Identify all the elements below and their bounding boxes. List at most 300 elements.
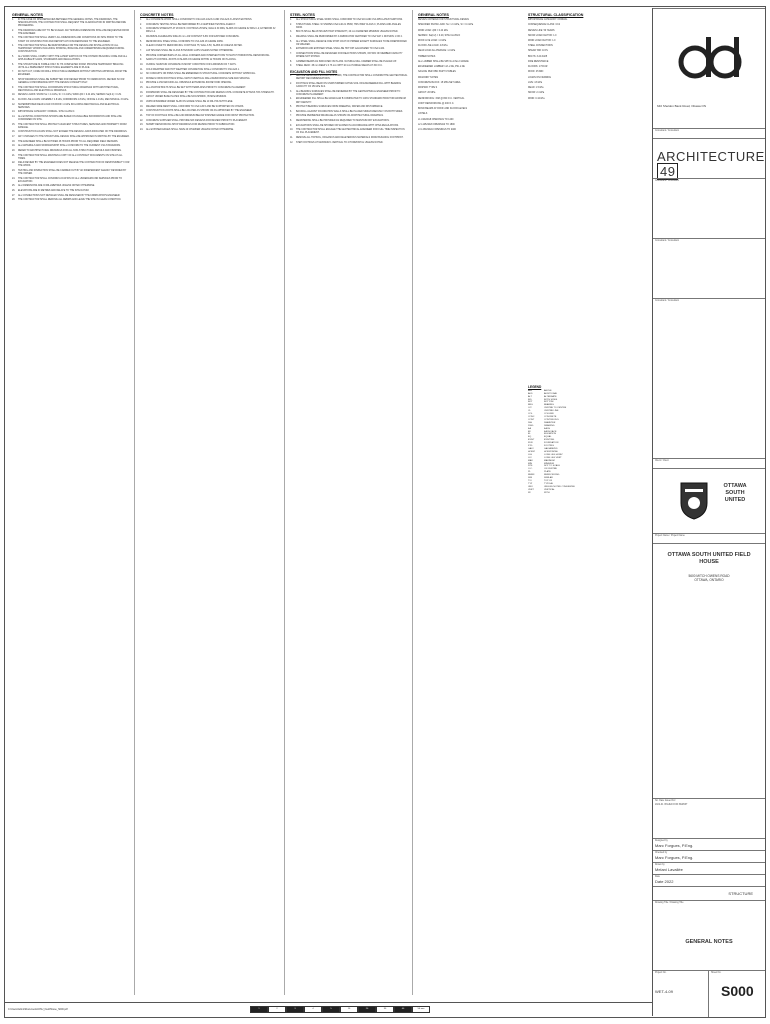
note-number: 23. — [12, 169, 16, 172]
legend-meaning: GALVANIZED — [544, 447, 558, 450]
note-item — [12, 79, 130, 85]
legend-abbreviation: PL — [528, 471, 531, 474]
note-text: THE CONTRACTOR SHALL VERIFY ALL DIMENSIONS AND CONDITIONS ON SITE PRIOR TO THE START OF CONSTRUCTION AND REPORT ANY DISCREPANCIES TO THE ENGINEER. — [18, 37, 123, 43]
legend-meaning: REINFORCING — [544, 474, 560, 477]
legend-abbreviation: CONC — [528, 416, 535, 418]
checked-by: Marc Forgues, P.Eng. — [655, 855, 694, 860]
note-number: 25. — [12, 185, 16, 188]
legend-abbreviation: ABV — [528, 389, 533, 392]
criteria-line: L2 L125x90x8 OPENINGS TO 1800 — [418, 123, 455, 126]
note-text: DESIGN LOADS: SNOW Ss = 2.4 kPa, Sr = 0.4 kPa; WIND q50 = 0.44 kPa; SEISMIC Sa(0.2) = 0.29. — [18, 94, 122, 97]
note-number: 16. — [12, 131, 16, 134]
revision-row: 2022-01 ISSUED FOR PERMIT — [655, 804, 688, 806]
note-number: 19. — [140, 105, 144, 108]
note-number: 6. — [12, 63, 14, 66]
note-item — [290, 24, 408, 30]
legend-abbreviation: EQ — [528, 436, 532, 439]
general-criteria-column — [418, 14, 518, 134]
note-text: IMPORTANCE CATEGORY: NORMAL. SITE CLASS D. — [18, 111, 75, 114]
criteria-line: LIVE: 4.8 kPa — [528, 81, 543, 84]
note-text: FLOOR LIVE LOADS: ASSEMBLY 4.8 kPa; CORRIDORS 4.8 kPa; OFFICE 2.4 kPa; MECHANICAL 3.6 kPa. — [18, 98, 129, 101]
note-item — [12, 141, 130, 144]
legend-meaning: ABOVE — [544, 389, 552, 392]
legend-meaning: WITH — [544, 491, 550, 494]
note-number: 12. — [140, 73, 144, 76]
note-text: ALL CONNECTIONS NOT DETAILED SHALL BE DESIGNED BY THE FABRICATOR'S ENGINEER. — [18, 194, 121, 197]
note-text: EXTERIOR AND EXPOSED STEEL SHALL BE HOT DIP GALVANIZED TO CSA G164. — [296, 48, 385, 51]
note-text: ALL BEARING SURFACES SHALL BE REVIEWED BY THE GEOTECHNICAL ENGINEER PRIOR TO CONCRETE PLACEMENT. — [296, 90, 401, 96]
note-item — [12, 99, 130, 102]
note-text: THE CONTRACTOR SHALL COORDINATE STRUCTURAL DRAWINGS WITH ARCHITECTURAL, MECHANICAL AND ELECTRICAL DRAWINGS. — [18, 86, 120, 92]
note-text: STRUCTURAL STEEL: W SHAPES CSA G40.21 350W; HSS 350W CLASS C; PLATES AND ANGLES 300W. — [296, 23, 401, 29]
note-text: VAPOUR BARRIER UNDER SLAB ON GRADE SHALL BE 10 MIL POLYETHYLENE. — [146, 100, 234, 103]
note-number: 7. — [140, 49, 142, 52]
note-text: SHOP DRAWINGS SHALL BE SUBMITTED FOR REVIEW PRIOR TO FABRICATION. REVIEW IS FOR GENERAL CONFORMANCE WITH THE DESIGN CONCEPT ONLY. — [18, 78, 125, 84]
note-item — [140, 82, 280, 85]
note-item — [12, 185, 130, 188]
consultant-label: Consultant / Consultant — [655, 300, 679, 302]
note-text: PROVIDE 2-15M AROUND ALL OPENINGS EXTENDING 600 BEYOND OPENING. — [146, 82, 232, 85]
note-item — [12, 45, 130, 54]
legend-meaning: LONG LEG HORIZ — [544, 453, 563, 456]
general-notes-heading: GENERAL NOTES — [12, 13, 43, 17]
note-item — [12, 170, 130, 176]
legend-abbreviation: LLV — [528, 456, 532, 459]
note-number: 21. — [140, 114, 144, 117]
project-label: Project Name / Project Name — [655, 535, 685, 537]
consultant-label: Consultant / Consultant — [655, 180, 679, 182]
note-text: THE CONTRACTOR SHALL ENGAGE THE GEOTECHNICAL ENGINEER FOR FULL TIME INSPECTION OF FILL PLACEMENT. — [296, 129, 405, 135]
note-item — [290, 125, 408, 128]
note-item — [140, 55, 280, 58]
discipline: STRUCTURE — [728, 891, 753, 896]
legend-abbreviation: DIA — [528, 421, 532, 424]
consultant-label: Consultant / Consultant — [655, 130, 679, 132]
note-item — [140, 69, 280, 72]
criteria-line: ALL LUMBER SHALL BE SPF No.1/No.2 GRADE — [418, 60, 469, 63]
note-text: ALL EXISTING CONDITIONS SHOWN ARE BASED ON AVAILABLE INFORMATION AND SHALL BE CONFIRMED ON SITE. — [18, 115, 122, 121]
note-number: 16. — [140, 91, 144, 94]
note-item — [290, 106, 408, 109]
note-text: REFER TO ARCHITECTURAL DRAWINGS FOR ALL NON-STRUCTURAL DETAILS AND FINISHES. — [18, 149, 122, 152]
note-number: 17. — [12, 135, 16, 138]
legend-abbreviation: MAX — [528, 459, 533, 462]
criteria-line: SNOW: 2.4 kPa — [528, 92, 545, 95]
legend-meaning: TOP OF — [544, 479, 553, 482]
legend-abbreviation: SIM — [528, 477, 532, 480]
note-item — [140, 59, 280, 62]
note-number: 10. — [12, 94, 16, 97]
legend-abbreviation: TYP — [528, 482, 533, 485]
note-number: 12. — [12, 103, 16, 106]
legend-meaning: TYPICAL — [544, 482, 554, 485]
note-text: PROVIDE PERIMETER DRAINAGE AS SHOWN ON ARCHITECTURAL DRAWINGS. — [296, 115, 384, 118]
note-number: 7. — [290, 115, 292, 118]
note-item — [140, 73, 280, 76]
scale-segment: 5 — [322, 1006, 340, 1013]
criteria-line: BOND BEAMS AT ROOF AND FLOOR LEVELS — [418, 108, 468, 111]
note-item — [140, 120, 280, 123]
note-item — [12, 64, 130, 70]
note-number: 11. — [140, 68, 144, 71]
note-item — [140, 101, 280, 104]
legend-meaning: EXISTING — [544, 439, 555, 442]
discipline-row — [653, 886, 765, 901]
note-item — [140, 24, 280, 27]
note-number: 4. — [140, 36, 142, 39]
date-value: Date 2022 — [655, 879, 674, 884]
note-item — [12, 178, 130, 184]
note-number: 4. — [290, 98, 292, 101]
note-text: DEWATERING SHALL BE PROVIDED AS REQUIRED TO MAINTAIN DRY EXCAVATIONS. — [296, 120, 390, 123]
note-text: FIELD REVIEW BY THE ENGINEER DOES NOT RELIEVE THE CONTRACTOR OF RESPONSIBILITY FOR THE WORK. — [18, 162, 130, 168]
checked-label: Checked by — [655, 852, 668, 854]
title-block — [652, 8, 765, 1016]
date-label: Date — [655, 876, 660, 878]
note-item — [290, 120, 408, 123]
note-text: CONSTRUCTION LOADS SHALL NOT EXCEED THE DESIGN LOADS INDICATED ON THE DRAWINGS. — [18, 131, 128, 134]
criteria-line: FIRE RESISTANCE — [528, 60, 549, 63]
drawn-by: Melani Lavallée — [655, 867, 683, 872]
note-item — [140, 64, 280, 67]
project-number-label: Project No. — [655, 972, 667, 974]
note-item — [140, 115, 280, 118]
note-number: 10. — [140, 63, 144, 66]
note-number: 22. — [140, 119, 144, 122]
note-number: 10. — [290, 129, 294, 132]
criteria-line: SEISMIC: Sa(0.2) = 0.29, SITE CLASS D — [418, 34, 461, 37]
legend-abbreviation: FTG — [528, 445, 533, 448]
column-divider — [412, 10, 413, 995]
legend-meaning: EQUAL — [544, 436, 552, 439]
note-text: THE CONTRACTOR SHALL PROTECT ADJACENT STRUCTURES, SERVICES AND PROPERTY FROM DAMAGE. — [18, 123, 127, 129]
legend-abbreviation: O.C. — [528, 468, 533, 471]
legend-abbreviation: NTS — [528, 465, 533, 468]
consultant-label-row-2 — [653, 178, 765, 189]
legend-abbreviation: CL — [528, 410, 531, 413]
legend-abbreviation: BRG — [528, 404, 533, 407]
criteria-line: WIND LOAD FACTOR: 1.0 — [528, 39, 556, 42]
legend-meaning: DRAWING — [544, 424, 555, 427]
legend-abbreviation: GALV — [528, 447, 534, 450]
note-item — [12, 71, 130, 77]
legend-meaning: ALTERNATE — [544, 395, 557, 398]
legend-meaning: MAXIMUM — [544, 459, 555, 462]
legend-abbreviation: FDN — [528, 442, 533, 445]
note-number: 5. — [12, 55, 14, 58]
note-item — [12, 155, 130, 161]
note-text: ALL CONCRETE WORK SHALL CONFORM TO CSA A23.1/A23.2 AND CSA A23.3 LATEST EDITIONS. — [146, 19, 253, 22]
legend-abbreviation: COL — [528, 413, 533, 416]
note-item — [12, 19, 130, 28]
note-number: 1. — [12, 19, 14, 22]
note-text: THE CONTRACTOR SHALL BE RESPONSIBLE FOR THE DESIGN AND INSTALLATION OF ALL TEMPORARY WORKS INCLUDING SHORING, BRACING AND UNDERPINNING REQUIRED DURING CONSTRUCTION. — [18, 45, 125, 54]
note-number: 2. — [290, 23, 292, 26]
note-number: 18. — [12, 140, 16, 143]
note-text: BACKFILL AGAINST FOUNDATION WALLS SHALL BE PLACED SIMULTANEOUSLY ON BOTH SIDES. — [296, 110, 403, 113]
legend-abbreviation: ADD — [528, 392, 533, 395]
note-item — [290, 115, 408, 118]
note-number: 20. — [12, 149, 16, 152]
club-crest-icon — [679, 481, 709, 521]
note-item — [140, 78, 280, 81]
note-item — [140, 106, 280, 109]
qdi-logo-icon — [675, 27, 745, 97]
legend-meaning: CONTINUOUS — [544, 418, 559, 421]
legend-abbreviation: W/ — [528, 491, 531, 494]
scale-segment: 2 — [268, 1006, 286, 1013]
legend-meaning: ADDITIONAL — [544, 392, 558, 395]
criteria-line: CONSEQUENCE CLASS: CC2 — [528, 24, 561, 27]
note-text: COLD WEATHER AND HOT WEATHER CONCRETING SHALL CONFORM TO CSA A23.1. — [146, 68, 240, 71]
criteria-line: DEAD LOAD ALLOWANCE: 1.0 kPa — [418, 50, 456, 53]
note-text: GROUT UNDER BASE PLATES SHALL BE NON-SHRINK, 35 MPa MINIMUM. — [146, 96, 227, 99]
steel-notes-heading: STEEL NOTES — [290, 13, 315, 17]
note-text: BEFORE BEGINNING EXCAVATION WORK, THE CONTRACTOR SHALL CONFIRM THE GEOTECHNICAL REPORT RECOMMENDATIONS. — [296, 75, 408, 81]
note-text: PROTECT BEARING SURFACES FROM FREEZING, WATER AND DISTURBANCE. — [296, 106, 383, 109]
note-item — [12, 195, 130, 198]
note-text: ALL MATERIALS AND WORKMANSHIP SHALL CONFORM TO THE CURRENT CSA STANDARDS. — [18, 145, 121, 148]
criteria-line: ROOF LIVE LOAD: 1.0 kPa — [418, 39, 447, 42]
legend-meaning: CONCRETE — [544, 416, 557, 418]
note-text: THE ENGINEER SHALL BE NOTIFIED 48 HOURS PRIOR TO ALL REQUIRED FIELD REVIEWS. — [18, 140, 119, 143]
note-text: EXCAVATIONS SHALL BE SHORED OR SLOPED IN ACCORDANCE WITH OHSA REGULATIONS. — [296, 124, 399, 127]
note-text: FOOTINGS SHALL BEAR ON UNDISTURBED NATIVE SOIL OR ENGINEERED FILL WITH BEARING CAPACITY OF 150 kPa SLS. — [296, 83, 402, 89]
note-number: 28. — [12, 199, 16, 202]
legend-abbreviation: EXIST — [528, 439, 535, 442]
note-number: 3. — [12, 37, 14, 40]
legend-item — [528, 492, 646, 495]
note-text: BOLTS SHALL BE ASTM A325 HIGH STRENGTH, 20 mm DIAMETER MINIMUM UNLESS NOTED. — [296, 31, 399, 34]
note-item — [12, 94, 130, 97]
note-item — [12, 162, 130, 168]
note-text: SUBMIT REINFORCING SHOP DRAWINGS FOR REVIEW PRIOR TO FABRICATION. — [146, 124, 235, 127]
note-text: FORMWORK SHALL BE DESIGNED BY THE CONTRACTOR AND REMAIN UNTIL CONCRETE ATTAINS 70% STRENGTH. — [146, 91, 275, 94]
note-text: CONNECTIONS SHALL BE DESIGNED FOR REACTIONS SHOWN, OR 50% OF MEMBER CAPACITY WHERE NOT SHOWN. — [296, 52, 403, 59]
sheet-number-label: Sheet No. — [711, 972, 722, 974]
note-item — [140, 19, 280, 22]
note-text: ALL WORK SHALL COMPLY WITH THE LATEST EDITION OF THE ONTARIO BUILDING CODE AND ALL APPLICABLE BYLAWS, STANDARDS AND REGULATIONS. — [18, 55, 128, 61]
note-number: 8. — [290, 60, 292, 63]
consultant-label-row-3 — [653, 238, 765, 249]
project-number-cell — [653, 971, 709, 1017]
scale-segment: 10 — [340, 1006, 358, 1013]
note-number: 27. — [12, 194, 16, 197]
note-number: 18. — [140, 100, 144, 103]
note-item — [290, 41, 408, 47]
legend-meaning: PLATE — [544, 471, 551, 474]
steel-notes-column — [290, 14, 408, 146]
criteria-line: LINTELS — [418, 113, 428, 116]
note-number: 4. — [12, 45, 14, 48]
legend-meaning: MINIMUM — [544, 462, 554, 465]
legend-abbreviation: EA — [528, 427, 531, 430]
criteria-line: NAILING PER OBC PART 9 TABLES — [418, 71, 456, 74]
note-item — [290, 36, 408, 39]
note-item — [290, 91, 408, 97]
note-item — [12, 111, 130, 114]
note-text: ALL EXPOSED EDGES SHALL HAVE 20 CHAMFER UNLESS NOTED OTHERWISE. — [146, 128, 234, 131]
criteria-line: ROOF: 45 MIN — [528, 71, 544, 74]
criteria-line: DESIGN LIFE: 50 YEARS — [528, 29, 555, 32]
note-text: CAMBER BEAMS AS INDICATED ON PLANS. NATURAL MILL CAMBER SHALL BE PLACED UP. — [296, 60, 397, 63]
consultant-label-row-4 — [653, 298, 765, 309]
classification-column — [528, 14, 646, 494]
designed-label: Designed by — [655, 840, 668, 842]
note-text: STEP FOOTINGS AT MAXIMUM 1 VERTICAL TO 2 HORIZONTAL UNLESS NOTED. — [296, 141, 384, 144]
note-item — [290, 61, 408, 64]
legend-abbreviation: LLH — [528, 453, 533, 456]
note-number: 21. — [12, 154, 16, 157]
legend-abbreviation: UNO — [528, 485, 533, 488]
legend-heading: LEGEND — [528, 384, 542, 389]
note-text: MAXIMUM AGGREGATE SIZE 20 mm. AIR CONTENT 5-8% FOR EXPOSED CONCRETE. — [146, 36, 240, 39]
note-item — [12, 87, 130, 93]
legend-meaning: BEARING — [544, 404, 554, 407]
legend-meaning: VERTICAL — [544, 488, 555, 491]
note-item — [290, 129, 408, 135]
note-item — [12, 199, 130, 202]
note-text: DO NOT CUT, CORE OR DRILL STRUCTURAL MEMBERS WITHOUT WRITTEN APPROVAL FROM THE ENGINEER. — [18, 71, 127, 77]
note-text: CONCRETE STRENGTH AT 28 DAYS: FOOTINGS 25 MPa; WALLS 30 MPa; SLABS ON GRADE 32 MPa C-2; EXTERIOR 32 MPa C-2. — [146, 28, 276, 34]
drawing-title-label: Drawing Title / Drawing Title — [655, 902, 684, 904]
note-text: THE STRUCTURE IS STABLE ONLY IN ITS COMPLETED FORM. PROVIDE TEMPORARY BRACING UNTIL ALL PERMANENT STRUCTURAL ELEMENTS ARE IN PLACE. — [18, 63, 124, 69]
scale-bar — [250, 1006, 430, 1012]
note-item — [290, 111, 408, 114]
note-item — [140, 36, 280, 39]
note-text: WELDING SHALL BE PERFORMED BY A FABRICATOR CERTIFIED TO CSA W47.1 DIVISION 1 OR 2. — [296, 36, 403, 39]
note-number: 5. — [290, 40, 292, 43]
note-text: THE CONTRACTOR SHALL MAINTAIN A COPY OF ALL CONTRACT DOCUMENTS ON SITE AT ALL TIMES. — [18, 154, 123, 160]
note-item — [12, 104, 130, 110]
legend-meaning: EACH FACE — [544, 430, 557, 433]
note-number: 15. — [12, 123, 16, 126]
project-number: WET-4-09 — [655, 989, 674, 994]
note-item — [140, 124, 280, 127]
scale-segment: 50 mm — [412, 1006, 430, 1013]
criteria-line: LOADS ON FRAMING — [528, 76, 552, 79]
note-item — [12, 116, 130, 122]
consultant-label: Consultant / Consultant — [655, 240, 679, 242]
note-text: SAWCUT CONTROL JOINTS IN SLABS ON GRADE WITHIN 12 HOURS OF PLACING. — [146, 59, 237, 62]
note-number: 14. — [140, 82, 144, 85]
scale-segment: 1 — [250, 1006, 268, 1013]
legend-meaning: LONG LEG VERT — [544, 456, 562, 459]
criteria-line: SPECIFIED SNOW LOAD: Ss = 2.4 kPa, Sr = 0.4 kPa — [418, 24, 474, 27]
club-name: OTTAWA SOUTH UNITED — [723, 483, 747, 503]
note-text: LAP SPLICES SHALL BE CLASS B TENSION LAPS UNLESS NOTED OTHERWISE. — [146, 49, 234, 52]
criteria-line: L3 L150x90x10 OPENINGS TO 2400 — [418, 128, 456, 131]
note-number: 11. — [290, 137, 294, 140]
legend-meaning: COLUMN — [544, 413, 554, 416]
legend-meaning: CENTRE TO CENTRE — [544, 407, 567, 410]
note-number: 2. — [140, 23, 142, 26]
note-number: 3. — [140, 28, 142, 31]
note-number: 11. — [12, 98, 16, 101]
note-number: 13. — [140, 77, 144, 80]
note-number: 8. — [140, 54, 142, 57]
legend-abbreviation: C/C — [528, 407, 532, 410]
criteria-line: GROUT: 20 MPa — [418, 92, 436, 95]
legend-abbreviation: HORIZ — [528, 450, 535, 453]
note-item — [140, 129, 280, 132]
note-item — [290, 48, 408, 51]
note-number: 6. — [290, 110, 292, 113]
criteria-line: FLOOR LIVE LOAD: 4.8 kPa — [418, 45, 448, 48]
note-number: 26. — [12, 189, 16, 192]
note-item — [12, 56, 130, 62]
criteria-line: MASONRY NOTES — [418, 76, 439, 79]
note-number: 23. — [140, 124, 144, 127]
scale-segment: 3 — [286, 1006, 304, 1013]
scale-segment: 40 — [394, 1006, 412, 1013]
project-address-line2: OTTAWA, ONTARIO — [694, 578, 724, 582]
criteria-line: STEEL CONNECTIONS — [528, 45, 553, 48]
note-item — [140, 96, 280, 99]
legend-abbreviation: ALT — [528, 395, 532, 398]
project-name: OTTAWA SOUTH UNITED FIELD HOUSE — [667, 552, 751, 565]
note-item — [140, 92, 280, 95]
revision-section — [653, 798, 765, 839]
note-item — [12, 30, 130, 36]
note-item — [290, 83, 408, 89]
note-item — [140, 28, 280, 34]
note-text: DOWELS FROM FOOTINGS SHALL MATCH VERTICAL WALL REINFORCING SIZE AND SPACING. — [146, 77, 251, 80]
sheet-number: S000 — [721, 983, 754, 999]
note-number: 7. — [12, 71, 14, 74]
note-text: CURING: MAINTAIN CONCRETE IN MOIST CONDITION FOR A MINIMUM OF 7 DAYS. — [146, 63, 237, 66]
note-number: 13. — [12, 111, 16, 114]
legend-meaning: NOT TO SCALE — [544, 465, 560, 468]
note-item — [12, 150, 130, 153]
note-item — [290, 98, 408, 104]
note-text: THE CONTRACTOR SHALL REMOVE ALL DEBRIS AND LEAVE THE SITE IN CLEAN CONDITION. — [18, 199, 122, 202]
note-number: 8. — [12, 78, 14, 81]
note-text: TOP OF FOOTINGS SHALL BE 1200 MINIMUM BELOW FINISHED GRADE FOR FROST PROTECTION. — [146, 114, 255, 117]
note-number: 8. — [290, 120, 292, 123]
client-label: Client / Client — [655, 460, 669, 462]
note-item — [12, 124, 130, 130]
note-number: 7. — [290, 52, 292, 55]
note-number: 9. — [12, 86, 14, 89]
note-number: 9. — [140, 59, 142, 62]
scale-segment: 30 — [376, 1006, 394, 1013]
note-text: ENGINEERED FILL SHALL BE GRANULAR B COMPACTED TO 100% STANDARD PROCTOR MAXIMUM DRY DENSITY. — [296, 98, 406, 104]
note-number: 5. — [290, 106, 292, 109]
legend-meaning: DIAMETER — [544, 421, 556, 424]
criteria-line: DEAD: 1.5 kPa — [528, 87, 544, 90]
note-text: CONCRETE TESTING SHALL BE PERFORMED BY A CERTIFIED TESTING AGENCY. — [146, 23, 236, 26]
revisions-label: No. Date Issued For — [655, 800, 676, 802]
criteria-line: JOINT REINFORCING @ 400 O.C. — [418, 102, 455, 105]
criteria-line: BOLTS: 3-20 A325 — [528, 55, 548, 58]
project-section — [653, 543, 765, 604]
concrete-notes-column — [140, 14, 280, 133]
legend-meaning: ELEVATION — [544, 433, 556, 436]
file-path: C:\Users\Admin\Documents\OSU_FieldHouse_S000.pdf — [8, 1008, 68, 1011]
note-number: 2. — [290, 83, 292, 86]
note-number: 15. — [140, 87, 144, 90]
note-number: 6. — [140, 45, 142, 48]
note-number: 1. — [290, 19, 292, 22]
note-number: 22. — [12, 162, 16, 165]
note-number: 19. — [12, 145, 16, 148]
legend-meaning: BOTTOM — [544, 401, 554, 404]
note-item — [140, 45, 280, 48]
architecture-logo-text: ARCHITECTURE 49 — [657, 149, 765, 179]
legend-abbreviation: MIN — [528, 462, 533, 465]
note-item — [12, 136, 130, 139]
